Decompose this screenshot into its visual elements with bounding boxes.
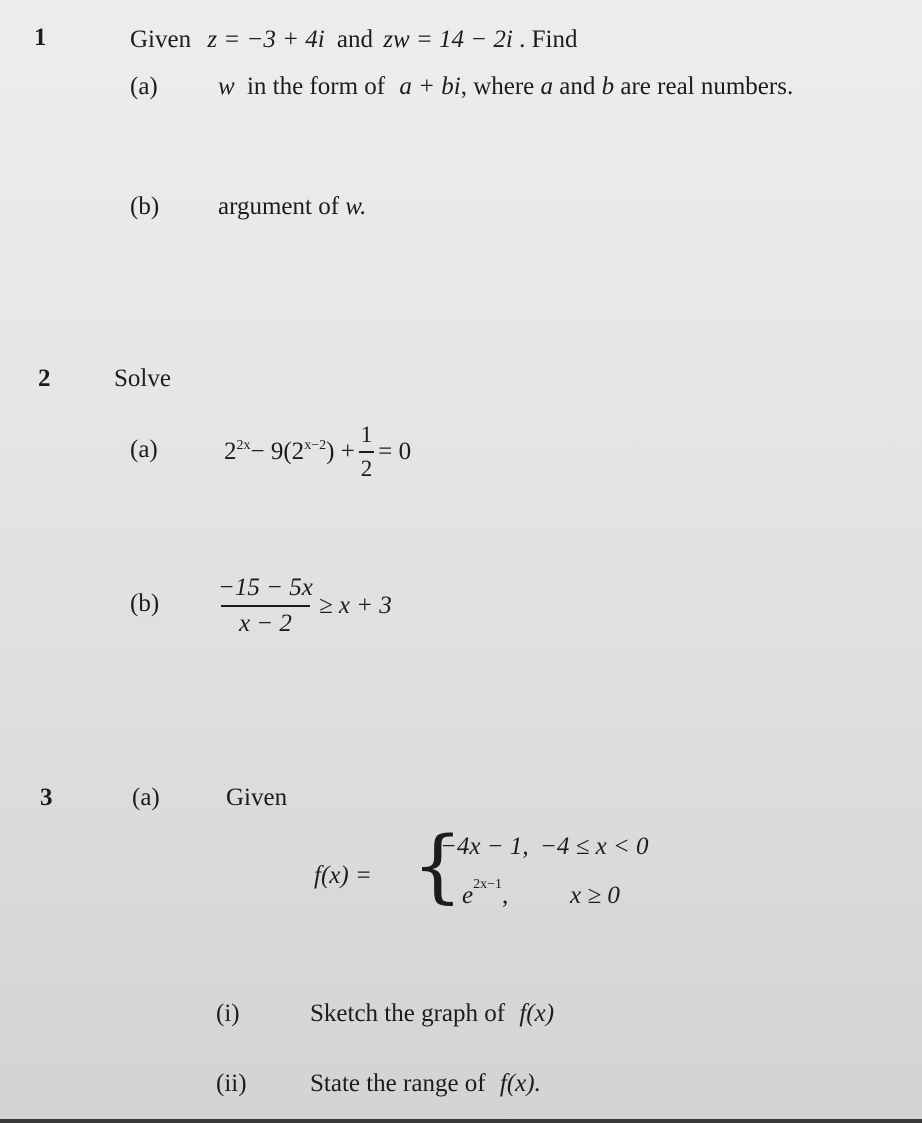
- q2a-equation: [224, 416, 411, 488]
- q3-case2-base: e: [462, 882, 474, 909]
- q2b-inequality: [216, 560, 392, 652]
- q2a-close: ) +: [326, 438, 355, 465]
- page-bottom-edge: [0, 1119, 922, 1123]
- q2b-label: (b): [130, 590, 160, 617]
- piecewise-brace: {: [412, 819, 463, 912]
- q1-stem: [130, 26, 577, 54]
- q3-case2-expression: [462, 876, 509, 910]
- q1a-text: [218, 73, 793, 101]
- q1a-and: and: [559, 73, 596, 100]
- q2a-denominator: 2: [359, 451, 375, 482]
- q3-case2-cond-text: x ≥ 0: [570, 882, 620, 909]
- q1-zw-expression: zw = 14 − 2i: [383, 26, 513, 53]
- q2a-base: 2: [224, 438, 237, 465]
- q3-case1-cond-text: −4 ≤ x < 0: [540, 833, 649, 860]
- q2a-rhs: = 0: [378, 438, 412, 465]
- q3a-label: (a): [132, 784, 160, 811]
- q2a-fraction: [359, 422, 375, 482]
- q3-i-label: (i): [216, 1000, 240, 1027]
- question-number-2: 2: [38, 365, 51, 392]
- q1a-var-b: b: [601, 73, 615, 100]
- q3-ii-fx: f(x).: [499, 1070, 541, 1097]
- q1b-label: (b): [130, 193, 160, 220]
- q3-case2-condition: [570, 882, 620, 910]
- q3-f-lhs: [314, 862, 372, 890]
- q1-find: . Find: [519, 26, 578, 53]
- q3-ii-label: (ii): [216, 1070, 247, 1097]
- q2-stem: Solve: [114, 365, 171, 392]
- q2b-fraction: [216, 574, 315, 638]
- q1a-form: a + bi: [399, 73, 461, 100]
- q2b-denominator: x − 2: [221, 605, 310, 638]
- q3-ii-text-part: State the range of: [310, 1070, 486, 1097]
- q1a-label: (a): [130, 73, 158, 100]
- question-number-3: 3: [40, 784, 53, 811]
- q2a-exponent-2: x−2: [304, 438, 327, 453]
- q1a-var-w: w: [218, 73, 235, 100]
- q3-case2-exponent: 2x−1: [473, 876, 503, 892]
- q2a-exponent-1: 2x: [236, 438, 251, 453]
- q3-case1-expression: [440, 833, 529, 861]
- q3-ii-text: [310, 1070, 541, 1098]
- q1a-text-part1: in the form of: [246, 73, 386, 100]
- q1-given: Given: [130, 26, 192, 53]
- q2a-label: (a): [130, 436, 158, 463]
- q1b-var-w: w.: [345, 193, 367, 220]
- question-number-1: 1: [34, 24, 47, 51]
- q1a-var-a: a: [540, 73, 554, 100]
- q1a-text-part2: , where: [460, 73, 535, 100]
- q3-i-text: [310, 1000, 554, 1028]
- q3-case2-comma: ,: [502, 882, 509, 909]
- q1a-text-part3: are real numbers.: [620, 73, 794, 100]
- q1b-text: [218, 193, 366, 221]
- q2b-numerator: −15 − 5x: [218, 574, 313, 601]
- q3-case1-expr-text: −4x − 1,: [440, 833, 529, 860]
- q3-i-text-part: Sketch the graph of: [310, 1000, 506, 1027]
- q1-and: and: [336, 26, 374, 53]
- q1-z-expression: z = −3 + 4i: [207, 26, 325, 53]
- q3-case1-condition: [540, 833, 649, 861]
- q3a-given: Given: [226, 784, 288, 811]
- q2a-numerator: 1: [360, 422, 373, 447]
- q1b-text-part: argument of: [218, 193, 340, 220]
- q2b-rhs: ≥ x + 3: [318, 592, 392, 619]
- q3-i-fx: f(x): [519, 1000, 555, 1027]
- q3-f-lhs-text: f(x) =: [314, 862, 372, 889]
- q2a-middle: − 9(2: [250, 438, 305, 465]
